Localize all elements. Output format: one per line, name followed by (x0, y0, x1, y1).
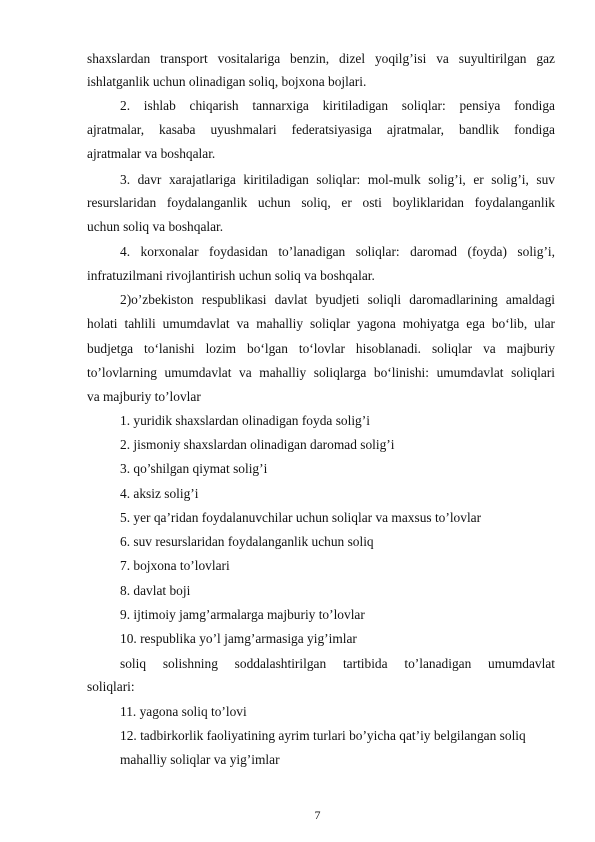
list-item: 9. ijtimoiy jamg’armalarga majburiy to’lovlar (120, 607, 365, 622)
text-line: to’lovlarning umumdavlat va mahalliy soliqlarga bo‘linishi: umumdavlat soliqlari (87, 365, 555, 380)
list-item: 2. jismoniy shaxslardan olinadigan daromad solig’i (120, 437, 395, 452)
list-item: 7. bojxona to’lovlari (120, 558, 230, 573)
text-line: 3. davr xarajatlariga kiritiladigan soliqlar: mol-mulk solig’i, er solig’i, suv (120, 172, 555, 187)
text-line: uchun soliq va boshqalar. (87, 219, 224, 234)
page-number: 7 (314, 808, 321, 822)
text-line: 2)o’zbekiston respublikasi davlat byudjeti soliqli daromadlarining amaldagi (120, 292, 555, 307)
text-line: ajratmalar, kasaba uyushmalari federatsiyasiga ajratmalar, bandlik fondiga (87, 122, 555, 137)
text-line: ishlatganlik uchun olinadigan soliq, bojxona bojlari. (87, 74, 367, 89)
list-item: 5. yer qa’ridan foydalanuvchilar uchun soliqlar va maxsus to’lovlar (120, 510, 482, 525)
list-item: 4. aksiz solig’i (120, 486, 199, 501)
list-item: 11. yagona soliq to’lovi (120, 704, 247, 719)
text-line: infratuzilmani rivojlantirish uchun soliq va boshqalar. (87, 268, 375, 283)
text-line: mahalliy soliqlar va yig’imlar (120, 752, 280, 767)
text-line: va majburiy to’lovlar (87, 389, 201, 404)
text-line: resurslaridan foydalanganlik uchun soliq, er osti boyliklaridan foydalanganlik (87, 195, 555, 210)
text-line: 2. ishlab chiqarish tannarxiga kiritiladigan soliqlar: pensiya fondiga (120, 98, 555, 113)
list-item: 3. qo’shilgan qiymat solig’i (120, 461, 268, 476)
text-line: holati tahlili umumdavlat va mahalliy soliqlar yagona mohiyatga ega bo‘lib, ular (87, 316, 555, 331)
text-line: shaxslardan transport vositalariga benzin, dizel yoqilg’isi va suyultirilgan gaz (87, 51, 555, 66)
text-line: ajratmalar va boshqalar. (87, 146, 216, 161)
list-item: 12. tadbirkorlik faoliyatining ayrim turlari bo’yicha qat’iy belgilangan soliq (120, 728, 526, 743)
list-item: 1. yuridik shaxslardan olinadigan foyda solig’i (120, 413, 370, 428)
text-line: soliq solishning soddalashtirilgan tartibida to’lanadigan umumdavlat (120, 656, 555, 671)
text-line: soliqlari: (87, 679, 135, 694)
list-item: 10. respublika yo’l jamg’armasiga yig’imlar (120, 631, 357, 646)
text-line: budjetga to‘lanishi lozim bo‘lgan to‘lovlar hisoblanadi. soliqlar va majburiy (87, 341, 555, 356)
list-item: 6. suv resurslaridan foydalanganlik uchun soliq (120, 534, 374, 549)
text-line: 4. korxonalar foydasidan to’lanadigan soliqlar: daromad (foyda) solig’i, (120, 244, 555, 259)
list-item: 8. davlat boji (120, 583, 191, 598)
